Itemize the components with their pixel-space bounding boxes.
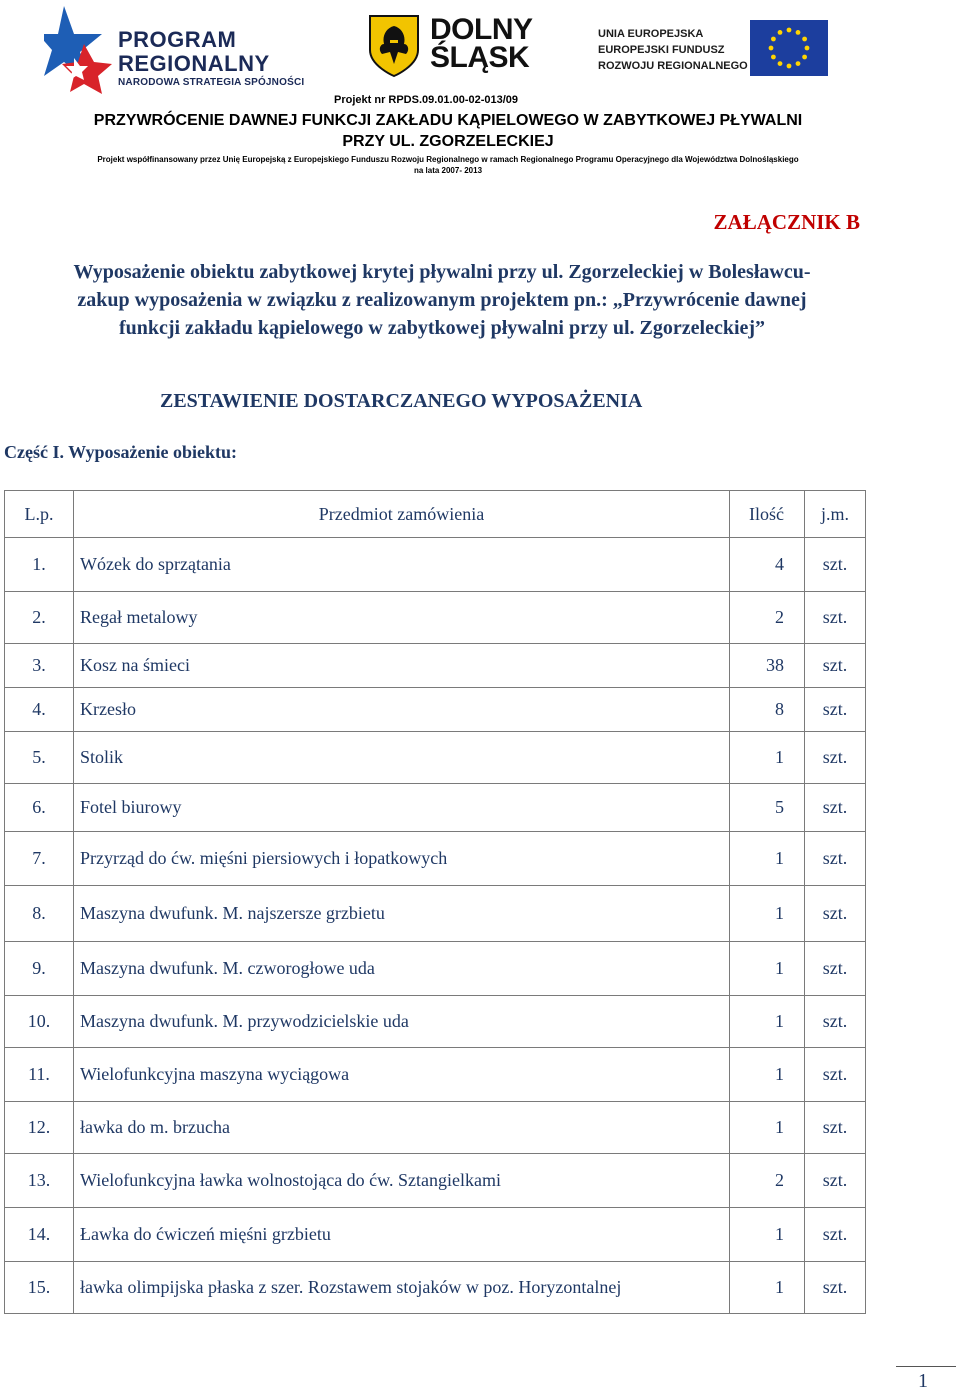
row-item: Wózek do sprzątania bbox=[74, 538, 730, 592]
ue-line-1: UNIA EUROPEJSKA bbox=[598, 28, 704, 40]
row-lp: 9. bbox=[5, 942, 74, 996]
row-qty: 8 bbox=[730, 688, 805, 732]
row-lp: 8. bbox=[5, 886, 74, 942]
cofinancing-note bbox=[38, 154, 858, 176]
row-qty: 4 bbox=[730, 538, 805, 592]
project-title-line-1: PRZYWRÓCENIE DAWNEJ FUNKCJI ZAKŁADU KĄPIELOWEGO W ZABYTKOWEJ PŁYWALNI bbox=[93, 112, 803, 129]
row-qty: 38 bbox=[730, 644, 805, 688]
row-lp: 5. bbox=[5, 732, 74, 784]
row-unit: szt. bbox=[805, 592, 866, 644]
table-row bbox=[5, 1048, 866, 1102]
project-number: Projekt nr RPDS.09.01.00-02-013/09 bbox=[334, 94, 519, 106]
row-item: Maszyna dwufunk. M. najszersze grzbietu bbox=[74, 886, 730, 942]
row-qty: 1 bbox=[730, 996, 805, 1048]
row-lp: 7. bbox=[5, 832, 74, 886]
row-unit: szt. bbox=[805, 996, 866, 1048]
row-item: Stolik bbox=[74, 732, 730, 784]
part-label: Część I. Wyposażenie obiektu: bbox=[4, 442, 237, 462]
row-lp: 1. bbox=[5, 538, 74, 592]
row-unit: szt. bbox=[805, 832, 866, 886]
table-row bbox=[5, 1102, 866, 1154]
row-qty: 1 bbox=[730, 832, 805, 886]
program-regionalny-star-logo-icon bbox=[44, 4, 114, 96]
header-qty: Ilość bbox=[730, 491, 805, 538]
row-item: Przyrząd do ćw. mięśni piersiowych i łopatkowych bbox=[74, 832, 730, 886]
row-qty: 1 bbox=[730, 942, 805, 996]
row-qty: 1 bbox=[730, 1208, 805, 1262]
row-lp: 14. bbox=[5, 1208, 74, 1262]
intro-line-3: funkcji zakładu kąpielowego w zabytkowej pływalni przy ul. Zgorzeleckiej” bbox=[118, 317, 766, 339]
row-lp: 12. bbox=[5, 1102, 74, 1154]
table-row bbox=[5, 1154, 866, 1208]
project-title-line-2: PRZY UL. ZGORZELECKIEJ bbox=[342, 133, 554, 150]
row-unit: szt. bbox=[805, 1262, 866, 1314]
row-unit: szt. bbox=[805, 688, 866, 732]
table-row bbox=[5, 688, 866, 732]
eu-flag-icon bbox=[750, 20, 828, 76]
header-unit: j.m. bbox=[805, 491, 866, 538]
row-item: ławka do m. brzucha bbox=[74, 1102, 730, 1154]
table-row bbox=[5, 1208, 866, 1262]
dolny-slask-crest-icon bbox=[368, 14, 420, 78]
row-item: Wielofunkcyjna ławka wolnostojąca do ćw. Sztangielkami bbox=[74, 1154, 730, 1208]
row-qty: 1 bbox=[730, 732, 805, 784]
intro-paragraph bbox=[22, 258, 862, 342]
row-item: Wielofunkcyjna maszyna wyciągowa bbox=[74, 1048, 730, 1102]
header-banner bbox=[38, 0, 858, 185]
row-unit: szt. bbox=[805, 1208, 866, 1262]
table-row bbox=[5, 732, 866, 784]
row-unit: szt. bbox=[805, 644, 866, 688]
row-unit: szt. bbox=[805, 1154, 866, 1208]
row-item: Ławka do ćwiczeń mięśni grzbietu bbox=[74, 1208, 730, 1262]
ue-line-3: ROZWOJU REGIONALNEGO bbox=[598, 60, 748, 72]
row-lp: 11. bbox=[5, 1048, 74, 1102]
table-row bbox=[5, 538, 866, 592]
equipment-table bbox=[4, 490, 866, 1314]
row-item: Krzesło bbox=[74, 688, 730, 732]
table-body bbox=[5, 538, 866, 1314]
row-unit: szt. bbox=[805, 886, 866, 942]
region-line-2: ŚLĄSK bbox=[430, 41, 530, 74]
region-line-1: DOLNY bbox=[430, 13, 533, 46]
row-lp: 3. bbox=[5, 644, 74, 688]
cofinancing-line-2: na lata 2007- 2013 bbox=[413, 166, 483, 175]
table-header-row bbox=[5, 491, 866, 538]
project-title bbox=[38, 110, 858, 152]
row-lp: 4. bbox=[5, 688, 74, 732]
row-item: Regał metalowy bbox=[74, 592, 730, 644]
program-line-3: NARODOWA STRATEGIA SPÓJNOŚCI bbox=[118, 77, 305, 88]
row-unit: szt. bbox=[805, 538, 866, 592]
row-lp: 10. bbox=[5, 996, 74, 1048]
row-unit: szt. bbox=[805, 1102, 866, 1154]
section-title: ZESTAWIENIE DOSTARCZANEGO WYPOSAŻENIA bbox=[160, 390, 643, 412]
row-qty: 2 bbox=[730, 592, 805, 644]
intro-line-1: Wyposażenie obiektu zabytkowej krytej pływalni przy ul. Zgorzeleckiej w Bolesławcu- bbox=[73, 261, 811, 283]
row-item: Maszyna dwufunk. M. przywodzicielskie uda bbox=[74, 996, 730, 1048]
row-lp: 6. bbox=[5, 784, 74, 832]
program-regionalny-logo bbox=[118, 28, 304, 90]
header-lp: L.p. bbox=[5, 491, 74, 538]
program-line-2: REGIONALNY bbox=[118, 51, 270, 76]
table-row bbox=[5, 592, 866, 644]
cofinancing-line-1: Projekt współfinansowany przez Unię Europejską z Europejskiego Funduszu Rozwoju Regionalnego w ramach Regionalnego Programu Operacyjnego dla Województwa Dolnośląskiego bbox=[97, 155, 799, 164]
ue-line-2: EUROPEJSKI FUNDUSZ bbox=[598, 44, 725, 56]
row-item: Fotel biurowy bbox=[74, 784, 730, 832]
table-row bbox=[5, 1262, 866, 1314]
row-qty: 1 bbox=[730, 1102, 805, 1154]
row-unit: szt. bbox=[805, 732, 866, 784]
header-item: Przedmiot zamówienia bbox=[74, 491, 730, 538]
row-qty: 5 bbox=[730, 784, 805, 832]
row-lp: 13. bbox=[5, 1154, 74, 1208]
attachment-label: ZAŁĄCZNIK B bbox=[713, 210, 860, 234]
eu-logo-text bbox=[598, 26, 748, 74]
table-row bbox=[5, 644, 866, 688]
row-item: ławka olimpijska płaska z szer. Rozstawem stojaków w poz. Horyzontalnej bbox=[74, 1262, 730, 1314]
row-unit: szt. bbox=[805, 784, 866, 832]
row-unit: szt. bbox=[805, 1048, 866, 1102]
row-item: Kosz na śmieci bbox=[74, 644, 730, 688]
page-number-rule bbox=[896, 1366, 956, 1367]
table-row bbox=[5, 886, 866, 942]
table-row bbox=[5, 942, 866, 996]
page-number: 1 bbox=[918, 1370, 928, 1392]
dolny-slask-logo bbox=[430, 13, 533, 74]
table-row bbox=[5, 832, 866, 886]
row-unit: szt. bbox=[805, 942, 866, 996]
table-row bbox=[5, 996, 866, 1048]
row-qty: 1 bbox=[730, 1262, 805, 1314]
row-lp: 15. bbox=[5, 1262, 74, 1314]
intro-line-2: zakup wyposażenia w związku z realizowanym projektem pn.: „Przywrócenie dawnej bbox=[77, 289, 807, 311]
row-qty: 1 bbox=[730, 1048, 805, 1102]
row-qty: 1 bbox=[730, 886, 805, 942]
row-item: Maszyna dwufunk. M. czworogłowe uda bbox=[74, 942, 730, 996]
row-lp: 2. bbox=[5, 592, 74, 644]
program-line-1: PROGRAM bbox=[118, 27, 237, 52]
table-row bbox=[5, 784, 866, 832]
row-qty: 2 bbox=[730, 1154, 805, 1208]
